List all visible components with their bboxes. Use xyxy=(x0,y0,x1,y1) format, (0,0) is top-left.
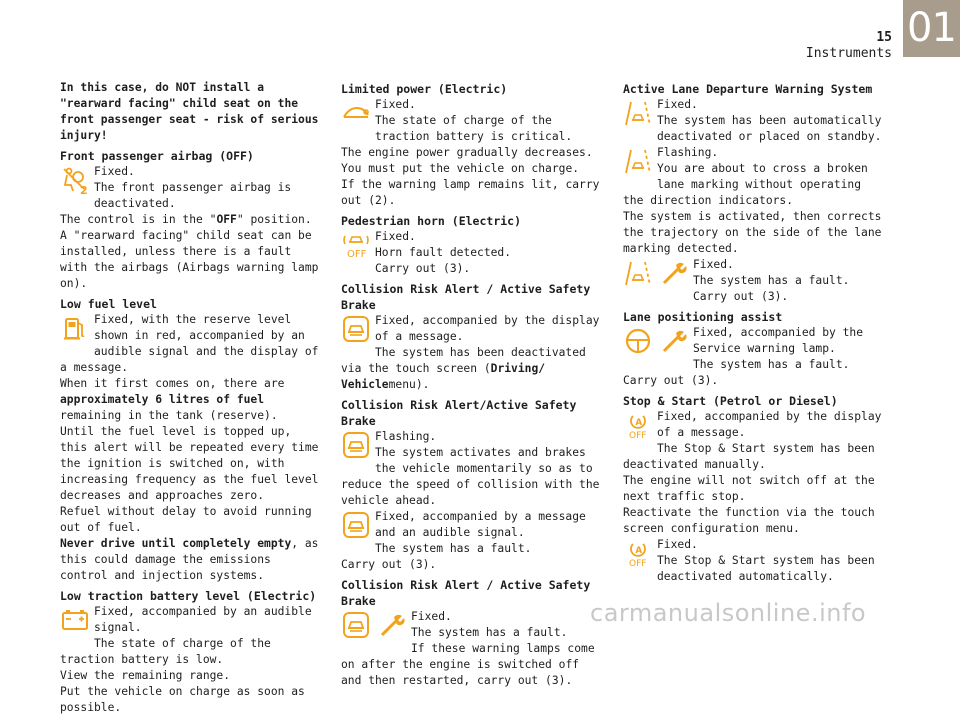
text-line: You must put the vehicle on charge. xyxy=(341,162,580,175)
turtle-icon xyxy=(341,98,371,128)
text-line: The Stop & Start system has been deactivated automatically. xyxy=(657,554,875,583)
section-collision-risk-2 xyxy=(341,397,603,573)
column-left xyxy=(60,80,322,716)
page-header xyxy=(806,30,892,62)
section-title: Collision Risk Alert / Active Safety Brake xyxy=(341,282,591,312)
lane-departure-icon xyxy=(623,258,653,288)
text-line: The system has a fault. xyxy=(411,626,568,639)
svg-text:OFF: OFF xyxy=(629,431,647,440)
fuel-pump-icon xyxy=(60,313,90,343)
text-line: Fixed. xyxy=(657,538,698,551)
collision-alert-icon xyxy=(341,314,371,344)
icon-group xyxy=(60,165,90,199)
airbag-off-icon xyxy=(60,165,90,195)
text-line: Fixed, accompanied by the display of a message. xyxy=(375,314,600,343)
section-title: Collision Risk Alert/Active Safety Brake xyxy=(341,398,577,428)
section-limited-power xyxy=(341,81,603,209)
text-line: The system is activated, then corrects the trajectory on the side of the lane marking detected. xyxy=(623,210,882,255)
icon-group xyxy=(60,313,90,347)
text-line: Never drive until completely empty, as this could damage the emissions control and injection systems. xyxy=(60,537,319,582)
icon-group xyxy=(623,98,653,132)
section-title: Low fuel level xyxy=(60,297,157,311)
text-line: Fixed. xyxy=(657,98,698,111)
svg-text:OFF: OFF xyxy=(347,249,367,260)
text-line: The system has been deactivated via the touch screen (Driving/ Vehiclemenu). xyxy=(341,346,586,391)
section-low-fuel xyxy=(60,296,322,584)
steering-wheel-icon xyxy=(623,326,653,356)
text-line: The state of charge of the traction battery is critical. xyxy=(375,114,573,143)
section-front-passenger-airbag xyxy=(60,148,322,292)
text-line: Carry out (3). xyxy=(693,290,789,303)
lane-departure-icon xyxy=(623,146,653,176)
icon-group xyxy=(623,410,653,444)
wrench-icon xyxy=(659,258,689,288)
text-line: Fixed, accompanied by an audible signal. xyxy=(94,605,312,634)
text-line: Fixed, accompanied by a message and an audible signal. xyxy=(375,510,586,539)
text-line: Carry out (3). xyxy=(375,262,471,275)
text-line: Fixed. xyxy=(693,258,734,271)
text-line: The control is in the "OFF" position. xyxy=(60,213,312,226)
icon-group xyxy=(341,314,371,348)
text-line: The system has a fault. xyxy=(693,358,850,371)
page-number: 15 xyxy=(876,30,892,45)
text-line: Flashing. xyxy=(657,146,719,159)
section-title: Front passenger airbag (OFF) xyxy=(60,149,254,163)
text-line: If these warning lamps come on after the engine is switched off and then restarted, carry out (3). xyxy=(341,642,595,687)
pedestrian-horn-off-icon xyxy=(341,230,371,260)
text-line: Put the vehicle on charge as soon as possible. xyxy=(60,685,305,714)
text-line: Carry out (3). xyxy=(341,558,437,571)
lane-departure-icon xyxy=(623,98,653,128)
svg-text:A: A xyxy=(635,418,643,428)
svg-text:2: 2 xyxy=(80,184,88,195)
text-line: Carry out (3). xyxy=(623,374,719,387)
icon-group xyxy=(60,605,90,639)
column-right xyxy=(623,80,885,585)
column-middle xyxy=(341,80,603,689)
text-line: The engine power gradually decreases. xyxy=(341,146,593,159)
text-line: The state of charge of the traction battery is low. xyxy=(60,637,271,666)
text-line: Refuel without delay to avoid running out of fuel. xyxy=(60,505,312,534)
section-stop-start xyxy=(623,393,885,585)
text-line: The engine will not switch off at the next traffic stop. xyxy=(623,474,875,503)
section-title: Lane positioning assist xyxy=(623,310,783,324)
text-line: The Stop & Start system has been deactivated manually. xyxy=(623,442,875,471)
svg-text:A: A xyxy=(635,546,643,556)
text-line: Fixed, accompanied by the display of a message. xyxy=(657,410,882,439)
text-line: The system has a fault. xyxy=(375,542,532,555)
text-line: Fixed. xyxy=(375,98,416,111)
child-seat-warning: In this case, do NOT install a "rearward facing" child seat on the front passenger seat - risk of serious injury! xyxy=(60,81,319,142)
section-title: Stop & Start (Petrol or Diesel) xyxy=(623,394,838,408)
text-line: Fixed, with the reserve level shown in red, accompanied by an audible signal and the display of a message. xyxy=(60,313,319,374)
text-line: Fixed. xyxy=(375,230,416,243)
collision-alert-icon xyxy=(341,430,371,460)
watermark: carmanualsonline.info xyxy=(590,599,867,627)
section-collision-risk-3 xyxy=(341,577,603,689)
text-line: View the remaining range. xyxy=(60,669,231,682)
section-title: Low traction battery level (Electric) xyxy=(60,589,317,603)
section-title: Active Lane Departure Warning System xyxy=(623,82,873,96)
section-pedestrian-horn xyxy=(341,213,603,277)
text-line: When it first comes on, there are approximately 6 litres of fuel remaining in the tank (reserve). xyxy=(60,377,285,422)
stop-start-off-icon xyxy=(623,538,653,568)
icon-group xyxy=(341,98,371,132)
text-line: Fixed. xyxy=(411,610,452,623)
section-collision-risk-1 xyxy=(341,281,603,393)
section-title: Pedestrian horn (Electric) xyxy=(341,214,522,228)
section-lane-positioning xyxy=(623,309,885,389)
wrench-icon xyxy=(659,326,689,356)
text-line: The system has a fault. xyxy=(693,274,850,287)
text-line: Fixed. xyxy=(94,165,135,178)
icon-group xyxy=(623,146,653,180)
section-title: Collision Risk Alert / Active Safety Brake xyxy=(341,578,591,608)
wrench-icon xyxy=(377,610,407,640)
icon-group xyxy=(341,430,371,464)
text-line: Reactivate the function via the touch screen configuration menu. xyxy=(623,506,875,535)
text-line: You are about to cross a broken lane marking without operating the direction indicators. xyxy=(623,162,868,207)
text-line: The system activates and brakes the vehicle momentarily so as to reduce the speed of collision with the vehicle ahead. xyxy=(341,446,600,507)
icon-group xyxy=(341,230,371,264)
text-line: A "rearward facing" child seat can be installed, unless there is a fault with the airbags (Airbags warning lamp on). xyxy=(60,229,319,290)
text-line: The system has been automatically deactivated or placed on standby. xyxy=(657,114,882,143)
chapter-tab: 01 xyxy=(903,0,960,57)
section-lane-departure xyxy=(623,81,885,305)
text-line: Fixed, accompanied by the Service warning lamp. xyxy=(693,326,864,355)
text-line: Horn fault detected. xyxy=(375,246,512,259)
battery-icon xyxy=(60,605,90,635)
collision-alert-icon xyxy=(341,610,371,640)
section-title: Limited power (Electric) xyxy=(341,82,508,96)
text-line: The front passenger airbag is deactivated. xyxy=(94,181,292,210)
text-line: If the warning lamp remains lit, carry out (2). xyxy=(341,178,600,207)
icon-group xyxy=(623,326,689,360)
icon-group xyxy=(341,510,371,544)
section-low-traction-battery xyxy=(60,588,322,716)
collision-alert-icon xyxy=(341,510,371,540)
svg-text:OFF: OFF xyxy=(629,559,647,568)
icon-group xyxy=(341,610,407,644)
icon-group xyxy=(623,538,653,572)
chapter-title: Instruments xyxy=(805,46,892,61)
text-line: Until the fuel level is topped up, this alert will be repeated every time the ignition is switched on, with increasing frequency as the fuel level decreases and approaches zero. xyxy=(60,425,319,502)
stop-start-off-icon xyxy=(623,410,653,440)
icon-group xyxy=(623,258,689,292)
text-line: Flashing. xyxy=(375,430,437,443)
